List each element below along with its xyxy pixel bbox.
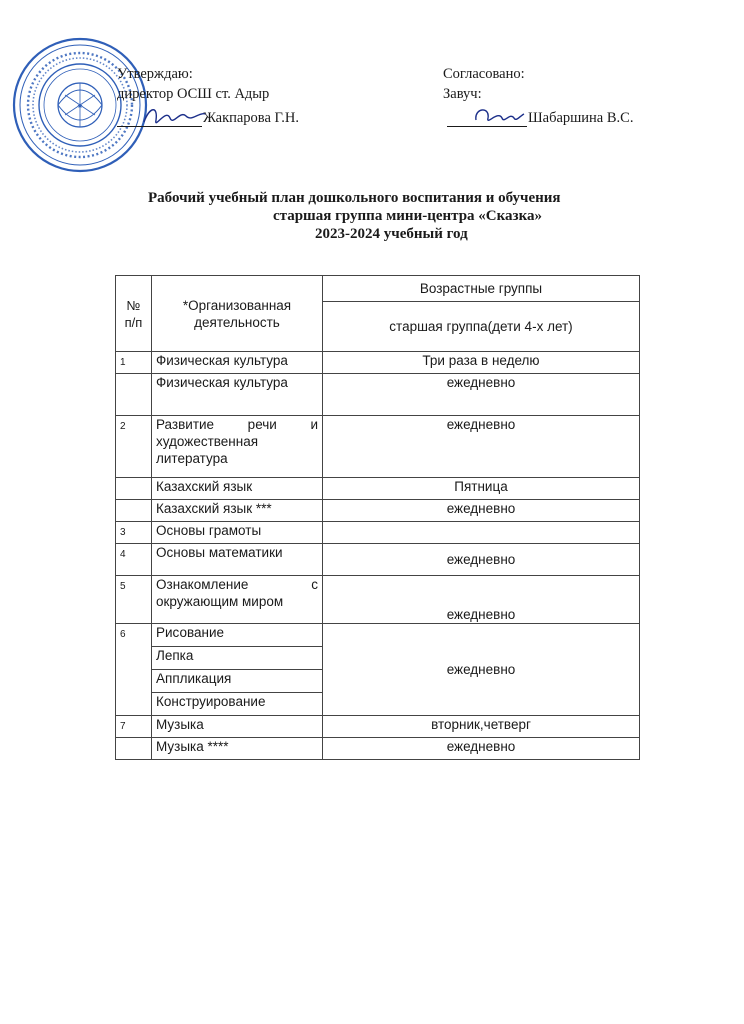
row-value: ежедневно [323, 624, 640, 716]
table-row [116, 374, 640, 416]
row-activity: Физическая культура [152, 374, 323, 416]
header-activity: *Организованная деятельность [152, 276, 323, 352]
doc-title-line2: старшая группа мини-центра «Сказка» [273, 208, 542, 224]
row-value: ежедневно [323, 544, 640, 576]
doc-title-line3: 2023-2024 учебный год [315, 226, 468, 242]
row-value: ежедневно [323, 416, 640, 478]
row-activity: Аппликация [152, 670, 323, 693]
table-row [116, 738, 640, 760]
table-row [116, 416, 640, 478]
table-row [116, 716, 640, 738]
row-value: ежедневно [323, 738, 640, 760]
row-value [323, 522, 640, 544]
agreer-signature [470, 100, 526, 130]
row-activity: Ознакомление с окружающим миром [152, 576, 323, 624]
row-value: вторник,четверг [323, 716, 640, 738]
table-row [116, 522, 640, 544]
header-group: старшая группа(дети 4-х лет) [323, 302, 640, 352]
row-num: 4 [116, 544, 152, 576]
svg-text:★: ★ [76, 103, 84, 110]
curriculum-table [115, 275, 640, 760]
row-num [116, 374, 152, 416]
row-activity: Музыка **** [152, 738, 323, 760]
row-activity: Физическая культура [152, 352, 323, 374]
official-seal-stamp [10, 35, 150, 175]
row-num: 6 [116, 624, 152, 716]
row-value: ежедневно [323, 500, 640, 522]
row-num [116, 478, 152, 500]
row-activity: Развитие речи и художественная литература [152, 416, 323, 478]
agreer-name: Шабаршина В.С. [528, 110, 634, 126]
table-row [116, 500, 640, 522]
row-activity: Лепка [152, 647, 323, 670]
table-row [116, 352, 640, 374]
row-num: 1 [116, 352, 152, 374]
table-row [116, 544, 640, 576]
approver-signature [140, 100, 210, 132]
row-activity: Казахский язык *** [152, 500, 323, 522]
row-activity: Конструирование [152, 693, 323, 716]
table-row [116, 576, 640, 624]
header-age-groups: Возрастные группы [323, 276, 640, 302]
row-activity: Основы грамоты [152, 522, 323, 544]
header-num: № п/п [116, 276, 152, 352]
table-row [116, 624, 640, 647]
agreer-position: Завуч: [443, 86, 482, 102]
row-activity: Рисование [152, 624, 323, 647]
approver-position: директор ОСШ ст. Адыр [117, 86, 270, 102]
row-activity: Основы математики [152, 544, 323, 576]
row-activity: Казахский язык [152, 478, 323, 500]
row-num: 3 [116, 522, 152, 544]
row-num: 7 [116, 716, 152, 738]
approver-name: Жакпарова Г.Н. [203, 110, 299, 126]
row-value: Три раза в неделю [323, 352, 640, 374]
approve-label: Утверждаю: [117, 66, 193, 82]
table-row [116, 478, 640, 500]
row-num [116, 500, 152, 522]
row-value: ежедневно [323, 576, 640, 624]
row-num: 5 [116, 576, 152, 624]
doc-title-line1: Рабочий учебный план дошкольного воспитания и обучения [148, 190, 561, 206]
row-num [116, 738, 152, 760]
row-activity: Музыка [152, 716, 323, 738]
row-value: Пятница [323, 478, 640, 500]
row-num: 2 [116, 416, 152, 478]
row-value: ежедневно [323, 374, 640, 416]
agreed-label: Согласовано: [443, 66, 525, 82]
